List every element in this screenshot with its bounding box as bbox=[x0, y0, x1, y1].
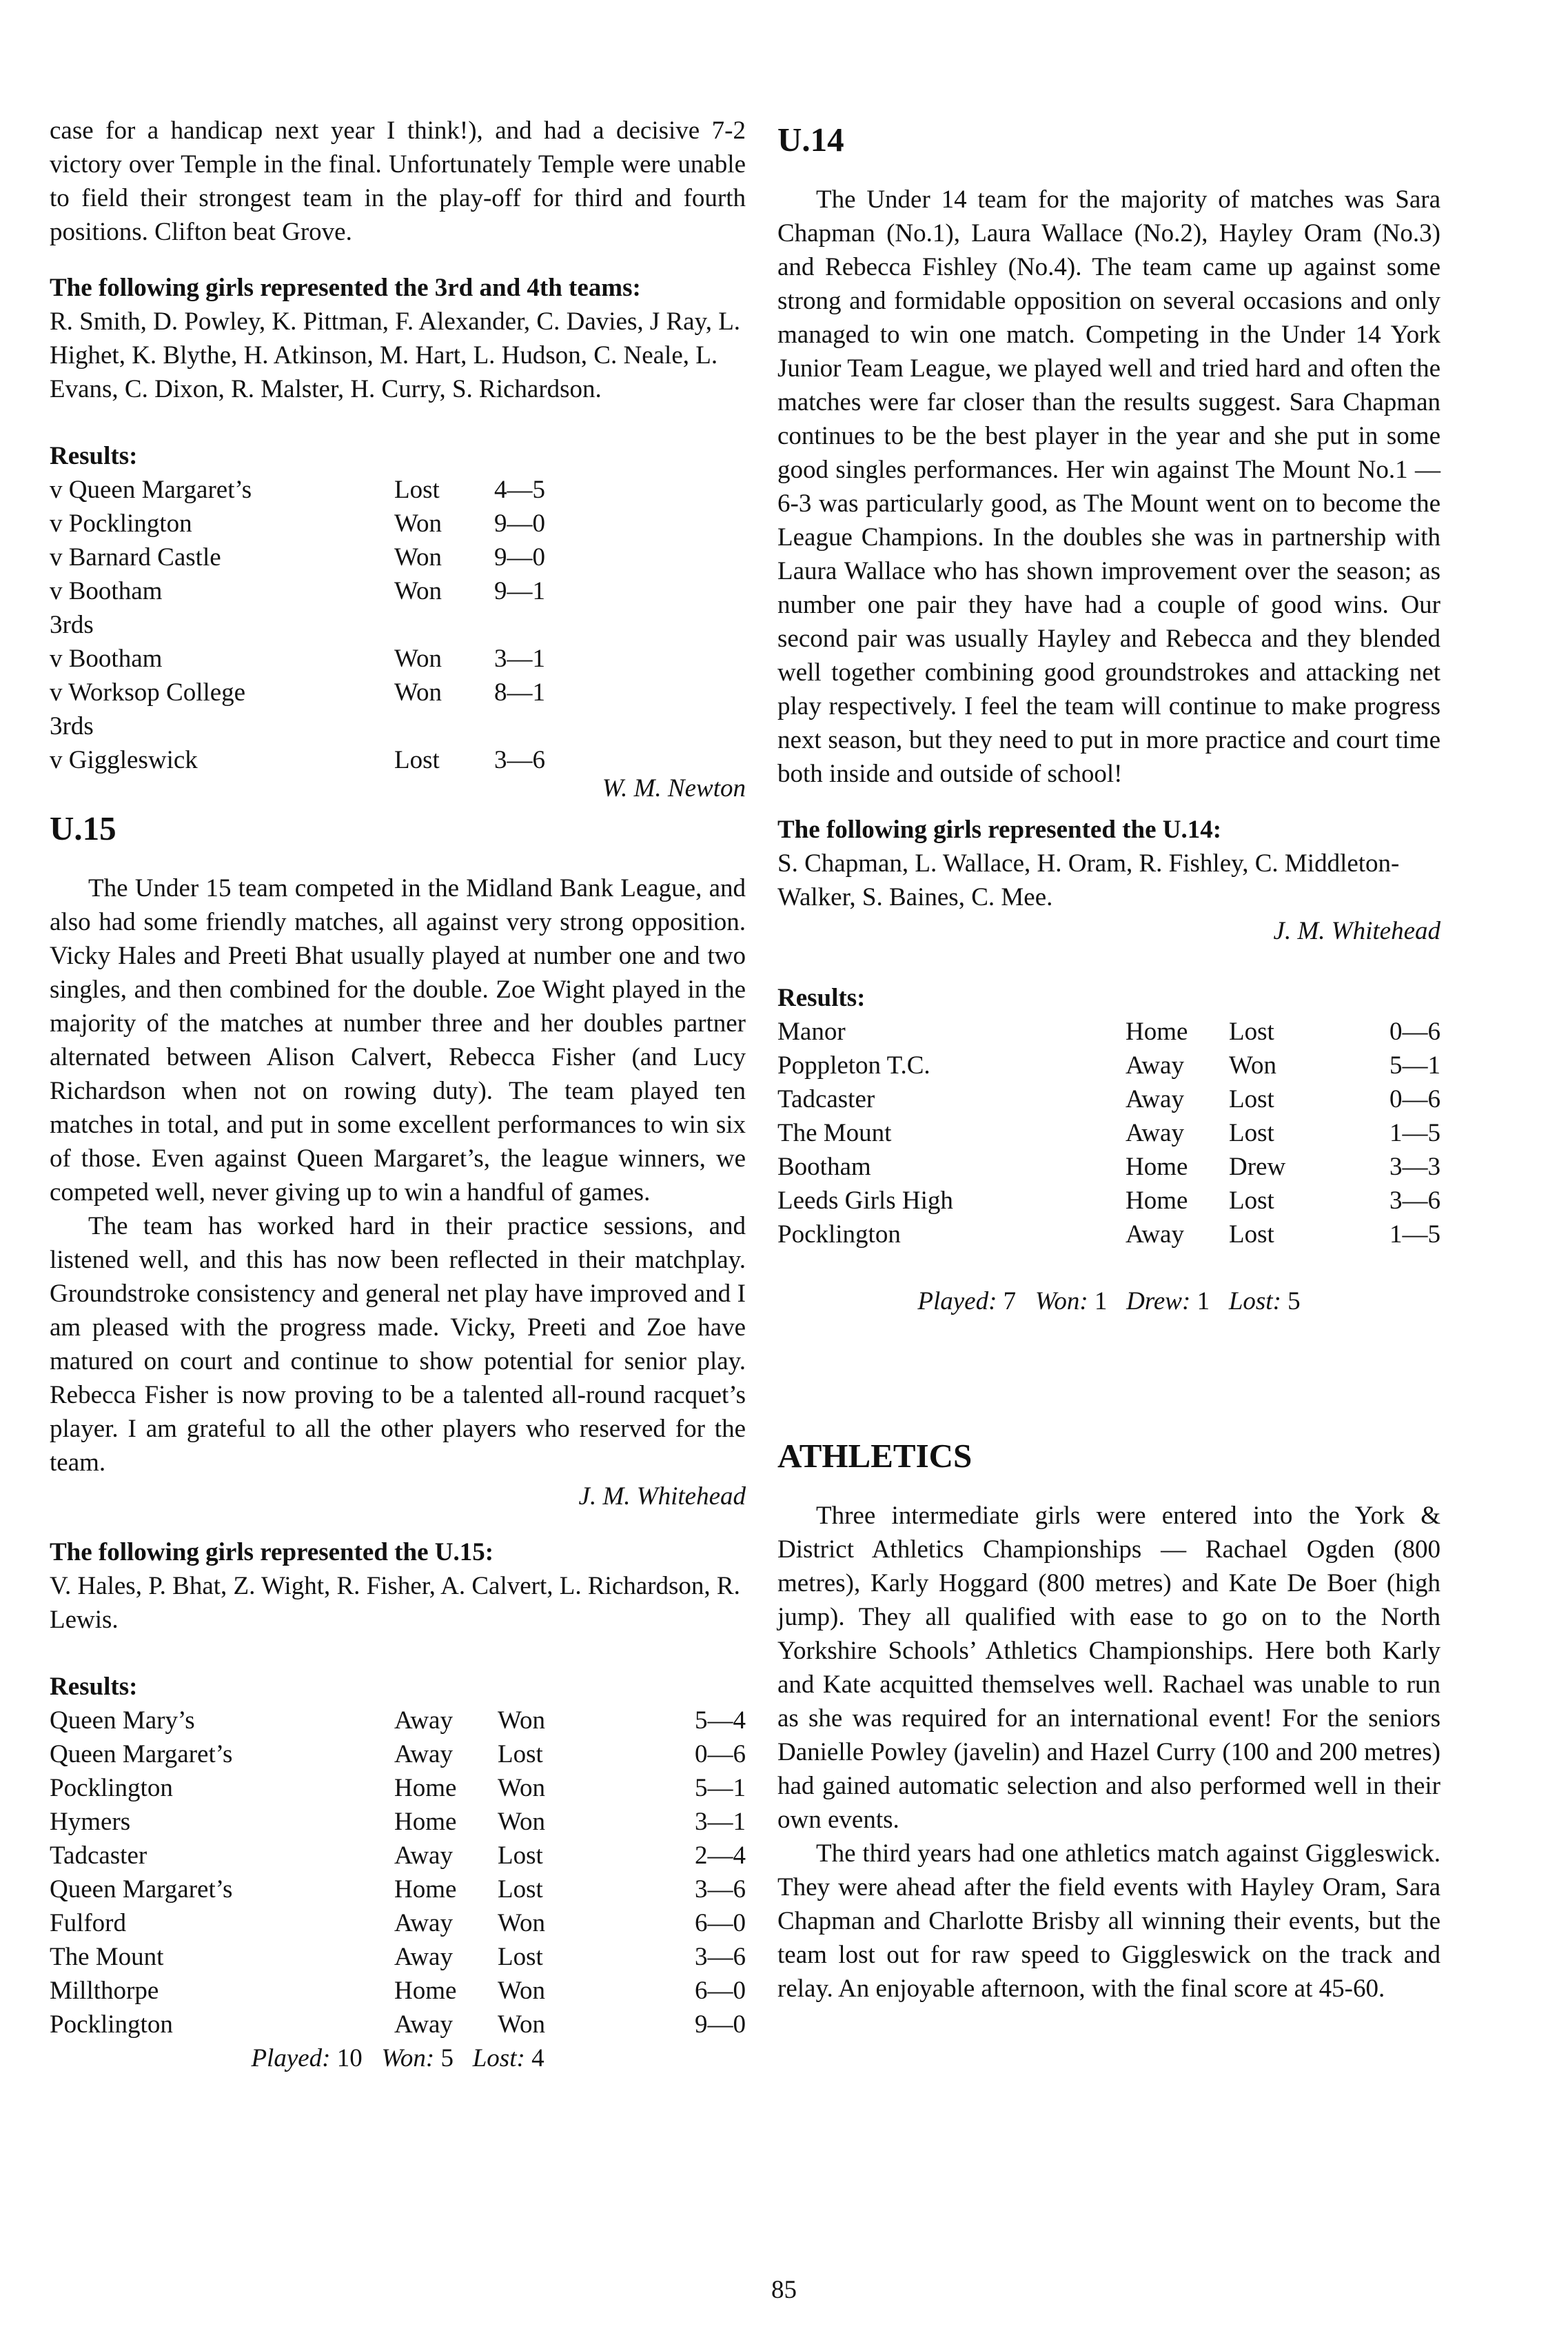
u14-result-row-res: Lost bbox=[1229, 1018, 1274, 1046]
results1-table bbox=[50, 473, 746, 777]
u15-summary: Played: 10 Won: 5 Lost: 4 bbox=[251, 2044, 544, 2072]
u15-result-row-res: Won bbox=[498, 1808, 545, 1836]
results1-row bbox=[50, 507, 746, 541]
u14-result-row-venue: Away bbox=[1126, 1085, 1184, 1113]
results1-row-res: Won bbox=[394, 509, 442, 538]
u14-result-row bbox=[777, 1082, 1440, 1116]
results1-row bbox=[50, 709, 746, 743]
u15-result-row-venue: Away bbox=[394, 1943, 453, 1971]
u15-result-row-res: Won bbox=[498, 1774, 545, 1802]
u15-result-row bbox=[50, 1805, 746, 1839]
u15-result-row-opp: Pocklington bbox=[50, 1774, 173, 1802]
u14-result-row-res: Won bbox=[1229, 1051, 1276, 1080]
u15-result-row-opp: Hymers bbox=[50, 1808, 131, 1836]
u14-result-row-opp: Pocklington bbox=[777, 1220, 901, 1249]
u15-result-row-res: Won bbox=[498, 2010, 545, 2039]
u14-result-row-res: Drew bbox=[1229, 1153, 1286, 1181]
u15-result-row-score: 9—0 bbox=[695, 2010, 746, 2039]
u14-result-row-res: Lost bbox=[1229, 1085, 1274, 1113]
results1-row-score: 9—0 bbox=[494, 509, 545, 538]
u15-result-row-venue: Away bbox=[394, 2010, 453, 2039]
u15-result-row-venue: Home bbox=[394, 1808, 457, 1836]
u14-paragraph: The Under 14 team for the majority of matches was Sara Chapman (No.1), Laura Wallace (No.2), Hayley Oram (No.3) and Rebecca Fishley (No.4). The team came up against some strong and formidable opposition on several occasions and only managed to win one match. Competing in the Under 14 York Junior Team League, we played well and tried hard and often the matches were far closer than the results suggest. Sara Chapman continues to be the best player in the year and she put in some good singles performances. Her win against The Mount No.1 — 6-3 was particularly good, as The Mount went on to become the League Champions. In the doubles she was in partnership with Laura Wallace who has shown improvement over the season; as number one pair they have had a couple of good wins. Our second pair was usually Hayley and Rebecca and they blended well together combining good groundstrokes and attacking net play respectively. I feel the team will continue to make progress next season, but they need to put in more practice and court time both inside and outside of school! bbox=[777, 185, 1440, 788]
results1-row-opp: v Worksop College bbox=[50, 678, 246, 707]
results1-row-res bbox=[394, 709, 494, 743]
u14-result-row-venue: Away bbox=[1126, 1119, 1184, 1147]
u15-result-row-venue: Away bbox=[394, 1740, 453, 1768]
results1-row-res: Won bbox=[394, 543, 442, 572]
athletics-title: ATHLETICS bbox=[777, 1437, 973, 1475]
u15-result-row-opp: Queen Mary’s bbox=[50, 1706, 195, 1735]
u14-result-row-res: Lost bbox=[1229, 1220, 1274, 1249]
u15-title: U.15 bbox=[50, 809, 116, 847]
u14-result-row bbox=[777, 1218, 1440, 1251]
u14-players: S. Chapman, L. Wallace, H. Oram, R. Fishley, C. Middleton-Walker, S. Baines, C. Mee. bbox=[777, 849, 1400, 911]
u15-result-row bbox=[50, 1771, 746, 1805]
u15-result-row-res: Won bbox=[498, 1909, 545, 1937]
u15-result-row bbox=[50, 1974, 746, 2008]
results1-row-opp: v Giggleswick bbox=[50, 746, 198, 774]
results1-row-res: Lost bbox=[394, 746, 440, 774]
u15-results-heading: Results: bbox=[50, 1673, 138, 1701]
u14-players-heading: The following girls represented the U.14: bbox=[777, 816, 1222, 844]
right-column bbox=[777, 114, 1440, 2006]
results1-row-score: 9—1 bbox=[494, 577, 545, 605]
u15-result-row bbox=[50, 1704, 746, 1737]
u14-result-row-opp: The Mount bbox=[777, 1119, 892, 1147]
u15-result-row bbox=[50, 1906, 746, 1940]
results1-row-score: 4—5 bbox=[494, 476, 545, 504]
results1-row-opp: v Bootham bbox=[50, 577, 163, 605]
results1-row bbox=[50, 676, 746, 709]
u14-summary: Played: 7 Won: 1 Drew: 1 Lost: 5 bbox=[917, 1287, 1301, 1315]
u14-result-row-opp: Leeds Girls High bbox=[777, 1187, 953, 1215]
u14-result-row-score: 5—1 bbox=[1389, 1051, 1440, 1080]
u15-result-row-res: Won bbox=[498, 1706, 545, 1735]
results1-heading: Results: bbox=[50, 442, 138, 470]
u15-paragraph-2: The team has worked hard in their practice sessions, and listened well, and this has now been reflected in their matchplay. Groundstroke consistency and general net play have improved and I am pleased with the progress made. Vicky, Preeti and Zoe have matured on court and continue to show potential for senior play. Rebecca Fisher is now proving to be a talented all-round racquet’s player. I am grateful to all the other players who reserved for the team. bbox=[50, 1212, 746, 1477]
u15-result-row-venue: Home bbox=[394, 1774, 457, 1802]
u15-results-table bbox=[50, 1704, 746, 2041]
athletics-paragraph-1: Three intermediate girls were entered into the York & District Athletics Championships — Rachael Ogden (800 metres), Karly Hoggard (800 metres) and Kate De Boer (high jump). They all qualified with ease to go on to the North Yorkshire Schools’ Athletics Championships. Here both Karly and Kate acquitted themselves well. Rachael was unable to run as she was required for an international event! For the seniors Danielle Powley (javelin) and Hazel Curry (100 and 200 metres) had gained automatic selection and also performed well in their own events. bbox=[777, 1502, 1440, 1834]
u14-result-row-venue: Away bbox=[1126, 1220, 1184, 1249]
u14-result-row-opp: Poppleton T.C. bbox=[777, 1051, 930, 1080]
u14-result-row-venue: Away bbox=[1126, 1051, 1184, 1080]
u15-result-row bbox=[50, 2008, 746, 2041]
u15-result-row-score: 2—4 bbox=[695, 1841, 746, 1870]
u14-results-table bbox=[777, 1015, 1440, 1251]
u14-result-row-score: 1—5 bbox=[1389, 1119, 1440, 1147]
results1-row-opp: 3rds bbox=[50, 712, 94, 740]
u15-result-row-res: Won bbox=[498, 1977, 545, 2005]
results1-row-res bbox=[394, 608, 494, 642]
u15-result-row-opp: Pocklington bbox=[50, 2010, 173, 2039]
u15-result-row-score: 6—0 bbox=[695, 1909, 746, 1937]
u14-result-row-score: 1—5 bbox=[1389, 1220, 1440, 1249]
u14-result-row-opp: Manor bbox=[777, 1018, 846, 1046]
results1-row-opp: v Barnard Castle bbox=[50, 543, 221, 572]
u15-result-row-res: Lost bbox=[498, 1740, 543, 1768]
u15-result-row bbox=[50, 1872, 746, 1906]
results1-row-opp: v Bootham bbox=[50, 645, 163, 673]
results1-row-score bbox=[494, 709, 746, 743]
u14-result-row-opp: Tadcaster bbox=[777, 1085, 875, 1113]
u15-result-row-score: 3—6 bbox=[695, 1943, 746, 1971]
results1-row-score: 9—0 bbox=[494, 543, 545, 572]
u14-result-row bbox=[777, 1150, 1440, 1184]
results1-row bbox=[50, 642, 746, 676]
left-column bbox=[50, 114, 746, 2075]
teams34-heading: The following girls represented the 3rd and 4th teams: bbox=[50, 274, 641, 302]
results1-signature: W. M. Newton bbox=[602, 774, 746, 802]
u14-result-row-venue: Home bbox=[1126, 1187, 1188, 1215]
results1-row-score bbox=[494, 608, 746, 642]
u15-result-row bbox=[50, 1737, 746, 1771]
u15-result-row-score: 0—6 bbox=[695, 1740, 746, 1768]
results1-row bbox=[50, 473, 746, 507]
u15-result-row bbox=[50, 1839, 746, 1872]
u15-result-row-res: Lost bbox=[498, 1841, 543, 1870]
u14-result-row bbox=[777, 1049, 1440, 1082]
results1-row bbox=[50, 541, 746, 574]
u14-result-row bbox=[777, 1116, 1440, 1150]
u14-result-row-res: Lost bbox=[1229, 1119, 1274, 1147]
results1-row bbox=[50, 608, 746, 642]
page-number: 85 bbox=[771, 2276, 797, 2304]
u15-result-row-score: 5—1 bbox=[695, 1774, 746, 1802]
u15-result-row-venue: Away bbox=[394, 1706, 453, 1735]
u15-result-row-venue: Home bbox=[394, 1977, 457, 2005]
results1-row-res: Lost bbox=[394, 476, 440, 504]
u15-result-row-score: 6—0 bbox=[695, 1977, 746, 2005]
u15-result-row-res: Lost bbox=[498, 1943, 543, 1971]
u14-results-heading: Results: bbox=[777, 984, 866, 1012]
u15-result-row-score: 5—4 bbox=[695, 1706, 746, 1735]
u14-result-row-opp: Bootham bbox=[777, 1153, 871, 1181]
u15-players: V. Hales, P. Bhat, Z. Wight, R. Fisher, A. Calvert, L. Richardson, R. Lewis. bbox=[50, 1572, 740, 1634]
u14-signature: J. M. Whitehead bbox=[1273, 917, 1440, 945]
u15-result-row-opp: Queen Margaret’s bbox=[50, 1875, 233, 1904]
u14-result-row-venue: Home bbox=[1126, 1153, 1188, 1181]
u15-signature: J. M. Whitehead bbox=[578, 1482, 746, 1511]
teams34-names: R. Smith, D. Powley, K. Pittman, F. Alexander, C. Davies, J Ray, L. Highet, K. Blythe, H. Atkinson, M. Hart, L. Hudson, C. Neale, L. Evans, C. Dixon, R. Malster, H. Curry, S. Richardson. bbox=[50, 307, 741, 403]
results1-row-opp: v Queen Margaret’s bbox=[50, 476, 252, 504]
u14-result-row-score: 3—3 bbox=[1389, 1153, 1440, 1181]
u15-result-row-opp: The Mount bbox=[50, 1943, 164, 1971]
u15-paragraph-1: The Under 15 team competed in the Midland Bank League, and also had some friendly matches, all against very strong opposition. Vicky Hales and Preeti Bhat usually played at number one and two singles, and then combined for the double. Zoe Wight played in the majority of the matches at number three and her doubles partner alternated between Alison Calvert, Rebecca Fisher (and Lucy Richardson when not on rowing duty). The team played ten matches in total, and put in some excellent performances to win six of those. Even against Queen Margaret’s, the league winners, we competed well, never giving up to win a handful of games. bbox=[50, 874, 746, 1207]
u15-result-row-score: 3—6 bbox=[695, 1875, 746, 1904]
u14-result-row-venue: Home bbox=[1126, 1018, 1188, 1046]
athletics-paragraph-2: The third years had one athletics match against Giggleswick. They were ahead after the field events with Hayley Oram, Sara Chapman and Charlotte Brisby all winning their events, but the team lost out for raw speed to Giggleswick on the track and relay. An enjoyable afternoon, with the final score at 45-60. bbox=[777, 1839, 1440, 2003]
u15-result-row bbox=[50, 1940, 746, 1974]
u14-result-row bbox=[777, 1015, 1440, 1049]
results1-row-score: 3—6 bbox=[494, 746, 545, 774]
u15-result-row-opp: Fulford bbox=[50, 1909, 126, 1937]
u14-result-row-score: 3—6 bbox=[1389, 1187, 1440, 1215]
results1-row-score: 3—1 bbox=[494, 645, 545, 673]
results1-row-score: 8—1 bbox=[494, 678, 545, 707]
u14-result-row bbox=[777, 1184, 1440, 1218]
u14-result-row-score: 0—6 bbox=[1389, 1018, 1440, 1046]
u15-result-row-opp: Tadcaster bbox=[50, 1841, 147, 1870]
u14-result-row-res: Lost bbox=[1229, 1187, 1274, 1215]
results1-row-opp: v Pocklington bbox=[50, 509, 192, 538]
u14-result-row-score: 0—6 bbox=[1389, 1085, 1440, 1113]
results1-row-res: Won bbox=[394, 577, 442, 605]
u15-result-row-opp: Queen Margaret’s bbox=[50, 1740, 233, 1768]
u15-result-row-opp: Millthorpe bbox=[50, 1977, 159, 2005]
u15-result-row-res: Lost bbox=[498, 1875, 543, 1904]
intro-paragraph: case for a handicap next year I think!), and had a decisive 7-2 victory over Temple in the final. Unfortunately Temple were unable to field their strongest team in the play-off for third and fourth positions. Clifton beat Grove. bbox=[50, 117, 746, 246]
results1-row-res: Won bbox=[394, 645, 442, 673]
u15-players-heading: The following girls represented the U.15: bbox=[50, 1538, 494, 1566]
u14-title: U.14 bbox=[777, 121, 844, 159]
u15-result-row-venue: Away bbox=[394, 1909, 453, 1937]
results1-row bbox=[50, 574, 746, 608]
u15-result-row-score: 3—1 bbox=[695, 1808, 746, 1836]
u15-result-row-venue: Home bbox=[394, 1875, 457, 1904]
results1-row-opp: 3rds bbox=[50, 611, 94, 639]
u15-result-row-venue: Away bbox=[394, 1841, 453, 1870]
results1-row-res: Won bbox=[394, 678, 442, 707]
